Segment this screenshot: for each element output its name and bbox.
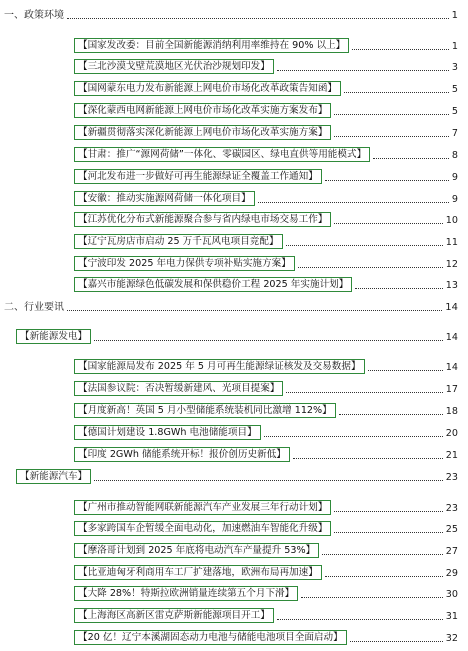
page-number: 8 bbox=[451, 150, 458, 161]
toc-entry[interactable] bbox=[74, 58, 458, 74]
dot-leader bbox=[334, 223, 442, 224]
toc-section-heading[interactable] bbox=[4, 6, 458, 22]
subsection-title: 【新能源汽车】 bbox=[16, 469, 91, 484]
entry-title: 【广州市推动智能网联新能源汽车产业发展三年行动计划】 bbox=[74, 500, 331, 515]
page-number: 1 bbox=[451, 41, 458, 52]
entry-title: 【三北沙漠戈壁荒漠地区光伏治沙规划印发】 bbox=[74, 59, 274, 74]
dot-leader bbox=[67, 18, 449, 19]
toc-subsection-heading[interactable] bbox=[16, 468, 458, 484]
entry-title: 【大降 28%！特斯拉欧洲销量连续第五个月下滑】 bbox=[74, 586, 298, 601]
page-number: 1 bbox=[451, 10, 458, 21]
entry-title: 【德国计划建设 1.8GWh 电池储能项目】 bbox=[74, 425, 261, 440]
toc-entry[interactable] bbox=[74, 424, 458, 440]
toc-entry[interactable] bbox=[74, 446, 458, 462]
toc-section-heading[interactable] bbox=[4, 298, 458, 314]
toc-entry[interactable] bbox=[74, 102, 458, 118]
entry-title: 【国网蒙东电力发布新能源上网电价市场化改革政策告知函】 bbox=[74, 81, 341, 96]
dot-leader bbox=[352, 49, 449, 50]
subsection-title: 【新能源发电】 bbox=[16, 329, 91, 344]
entry-title: 【月度新高！英国 5 月小型储能系统装机同比激增 112%】 bbox=[74, 403, 336, 418]
toc-entry[interactable] bbox=[74, 520, 458, 536]
dot-leader bbox=[277, 70, 449, 71]
page-number: 20 bbox=[445, 428, 458, 439]
toc-entry[interactable] bbox=[74, 542, 458, 558]
page-number: 5 bbox=[451, 84, 458, 95]
toc-entry[interactable] bbox=[74, 499, 458, 515]
dot-leader bbox=[286, 392, 442, 393]
dot-leader bbox=[344, 92, 449, 93]
dot-leader bbox=[368, 370, 443, 371]
entry-title: 【嘉兴市能源绿色低碳发展和保供稳价工程 2025 年实施计划】 bbox=[74, 277, 352, 292]
section-title: 一、政策环境 bbox=[4, 10, 64, 21]
toc-entry[interactable] bbox=[74, 402, 458, 418]
toc-entry[interactable] bbox=[74, 168, 458, 184]
toc-entry[interactable] bbox=[74, 190, 458, 206]
dot-leader bbox=[334, 532, 442, 533]
page-number: 11 bbox=[445, 237, 458, 248]
toc-entry[interactable] bbox=[74, 358, 458, 374]
toc-entry[interactable] bbox=[74, 255, 458, 271]
dot-leader bbox=[373, 158, 449, 159]
page-number: 23 bbox=[445, 503, 458, 514]
dot-leader bbox=[350, 641, 443, 642]
page-number: 7 bbox=[451, 128, 458, 139]
page-number: 32 bbox=[445, 633, 458, 644]
entry-title: 【比亚迪匈牙利商用车工厂扩建落地，欧洲布局再加速】 bbox=[74, 565, 322, 580]
page-number: 5 bbox=[451, 106, 458, 117]
entry-title: 【江苏优化分布式新能源聚合参与省内绿电市场交易工作】 bbox=[74, 212, 331, 227]
entry-title: 【安徽：推动实施源网荷储一体化项目】 bbox=[74, 191, 255, 206]
entry-title: 【国家发改委：目前全国新能源消纳利用率维持在 90% 以上】 bbox=[74, 38, 349, 53]
dot-leader bbox=[293, 458, 443, 459]
page-number: 27 bbox=[445, 546, 458, 557]
page-number: 21 bbox=[445, 450, 458, 461]
page-number: 14 bbox=[445, 332, 458, 343]
dot-leader bbox=[322, 554, 443, 555]
toc-entry[interactable] bbox=[74, 124, 458, 140]
dot-leader bbox=[301, 597, 443, 598]
dot-leader bbox=[264, 436, 443, 437]
page-number: 14 bbox=[445, 362, 458, 373]
entry-title: 【摩洛哥计划到 2025 年底将电动汽车产量提升 53%】 bbox=[74, 543, 319, 558]
toc-entry[interactable] bbox=[74, 37, 458, 53]
page-number: 12 bbox=[445, 259, 458, 270]
page-number: 31 bbox=[445, 611, 458, 622]
toc-entry[interactable] bbox=[74, 585, 458, 601]
dot-leader bbox=[339, 414, 443, 415]
dot-leader bbox=[258, 202, 449, 203]
toc-entry[interactable] bbox=[74, 607, 458, 623]
section-title: 二、行业要讯 bbox=[4, 302, 64, 313]
page-number: 9 bbox=[451, 172, 458, 183]
dot-leader bbox=[334, 114, 448, 115]
dot-leader bbox=[277, 619, 443, 620]
entry-title: 【上海海区高新区雷克萨斯新能源项目开工】 bbox=[74, 608, 274, 623]
dot-leader bbox=[298, 267, 443, 268]
page-number: 13 bbox=[445, 280, 458, 291]
toc-entry[interactable] bbox=[74, 80, 458, 96]
entry-title: 【印度 2GWh 储能系统开标！报价创历史新低】 bbox=[74, 447, 290, 462]
page-number: 14 bbox=[445, 302, 458, 313]
page-number: 3 bbox=[451, 62, 458, 73]
dot-leader bbox=[286, 245, 443, 246]
page-number: 29 bbox=[445, 568, 458, 579]
toc-entry[interactable] bbox=[74, 211, 458, 227]
page-number: 30 bbox=[445, 589, 458, 600]
toc-entry[interactable] bbox=[74, 380, 458, 396]
page-number: 10 bbox=[445, 215, 458, 226]
page-number: 18 bbox=[445, 406, 458, 417]
page-number: 9 bbox=[451, 194, 458, 205]
dot-leader bbox=[94, 480, 443, 481]
toc-entry[interactable] bbox=[74, 233, 458, 249]
entry-title: 【宁波印发 2025 年电力保供专项补贴实施方案】 bbox=[74, 256, 295, 271]
entry-title: 【新疆贯彻落实深化新能源上网电价市场化改革实施方案】 bbox=[74, 125, 331, 140]
dot-leader bbox=[67, 310, 442, 311]
dot-leader bbox=[325, 576, 443, 577]
page-number: 25 bbox=[445, 524, 458, 535]
dot-leader bbox=[334, 511, 442, 512]
page-number: 23 bbox=[445, 472, 458, 483]
toc-entry[interactable] bbox=[74, 564, 458, 580]
entry-title: 【法国参议院：否决暂缓新建风、光项目提案】 bbox=[74, 381, 283, 396]
entry-title: 【20 亿！辽宁本溪湖固态动力电池与储能电池项目全面启动】 bbox=[74, 630, 347, 645]
toc-entry[interactable] bbox=[74, 146, 458, 162]
dot-leader bbox=[325, 180, 449, 181]
entry-title: 【河北发布进一步做好可再生能源绿证全覆盖工作通知】 bbox=[74, 169, 322, 184]
entry-title: 【多家跨国车企暂缓全面电动化，加速燃油车智能化升级】 bbox=[74, 521, 331, 536]
entry-title: 【国家能源局发布 2025 年 5 月可再生能源绿证核发及交易数据】 bbox=[74, 359, 365, 374]
dot-leader bbox=[355, 288, 442, 289]
dot-leader bbox=[334, 136, 448, 137]
entry-title: 【深化蒙西电网新能源上网电价市场化改革实施方案发布】 bbox=[74, 103, 331, 118]
page-number: 17 bbox=[445, 384, 458, 395]
toc-entry[interactable] bbox=[74, 276, 458, 292]
toc-entry[interactable] bbox=[74, 629, 458, 645]
toc-subsection-heading[interactable] bbox=[16, 328, 458, 344]
dot-leader bbox=[94, 340, 443, 341]
entry-title: 【甘肃：推广“源网荷储”一体化、零碳园区、绿电直供等用能模式】 bbox=[74, 147, 370, 162]
entry-title: 【辽宁瓦房店市启动 25 万千瓦风电项目竞配】 bbox=[74, 234, 283, 249]
